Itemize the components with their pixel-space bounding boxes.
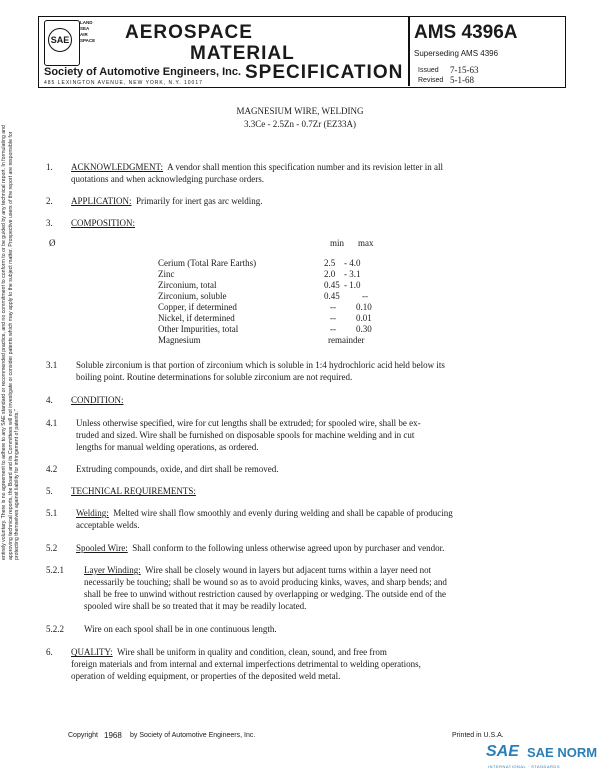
comp-max: remainder (328, 335, 365, 345)
section-heading: Layer Winding: (84, 565, 141, 575)
section-heading: ACKNOWLEDGMENT: (71, 162, 164, 172)
revised-date: 5-1-68 (450, 75, 474, 85)
section-heading: Welding: (76, 508, 109, 518)
section-text: Unless otherwise specified, wire for cut lengths shall be extruded; for spooled wire, shall be ex- (76, 418, 421, 428)
logo-words (80, 20, 95, 44)
change-mark: Ø (49, 238, 56, 248)
superseding: Superseding AMS 4396 (414, 49, 499, 58)
section-text-part: Wire shall be uniform in quality and condition, clean, sound, and free from (117, 647, 387, 657)
section-text (71, 195, 262, 207)
section-number: 5.2.2 (46, 624, 64, 634)
comp-max: - 3.1 (344, 269, 361, 279)
section-number: 6. (46, 647, 53, 657)
section-text-part: A vendor shall mention this specification number and its revision letter in all (167, 162, 444, 172)
section-text: acceptable welds. (76, 520, 140, 530)
section-text-part: Shall conform to the following unless otherwise agreed upon by purchaser and vendor. (132, 543, 445, 553)
section-heading: CONDITION: (71, 395, 124, 405)
section-text: boiling point. Routine determinations for soluble zirconium are not required. (76, 372, 353, 382)
copyright-year: 1968 (104, 731, 122, 740)
comp-max: - 4.0 (344, 258, 361, 268)
section-number: 5.1 (46, 508, 58, 518)
section-text-part: Primarily for inert gas arc welding. (136, 196, 263, 206)
section-number: 5.2.1 (46, 565, 64, 575)
section-number: 1. (46, 162, 53, 172)
spec-number: AMS 4396A (414, 22, 518, 43)
section-number: 2. (46, 196, 53, 206)
section-number: 4.2 (46, 464, 58, 474)
comp-min: -- (330, 313, 336, 323)
comp-min: -- (330, 302, 336, 312)
comp-max: - 1.0 (344, 280, 361, 290)
section-text (71, 161, 443, 173)
section-text: shall be free to unwind without restriction caused by overlapping or wedging. The outside end of the (84, 589, 446, 599)
section-text (71, 646, 387, 658)
header-divider (408, 16, 410, 86)
comp-element: Nickel, if determined (158, 313, 235, 323)
printed-in: Printed in U.S.A. (452, 732, 504, 739)
section-number: 3. (46, 218, 53, 228)
doc-title: MAGNESIUM WIRE, WELDING (236, 106, 364, 116)
section-number: 5. (46, 486, 53, 496)
section-text-part: Wire shall be closely wound in layers but adjacent turns within a layer need not (145, 565, 432, 575)
society-name: Society of Automotive Engineers, Inc. (44, 66, 242, 78)
col-max: max (358, 238, 374, 248)
section-number: 4. (46, 395, 53, 405)
sae-logo-letters: SAE (48, 28, 72, 52)
comp-min: 2.5 (324, 258, 336, 268)
section-text: necessarily be touching; shall be wound so as to avoid producing kinks, waves, and sharp bends; and (84, 577, 447, 587)
logo-word: LAND (80, 20, 93, 25)
comp-max: 0.30 (356, 324, 372, 334)
section-number: 5.2 (46, 543, 58, 553)
society-address: 485 LEXINGTON AVENUE, NEW YORK, N.Y. 10017 (44, 80, 203, 86)
comp-max: 0.10 (356, 302, 372, 312)
section-text: foreign materials and from internal and external imperfections detrimental to welding operations, (71, 659, 421, 669)
comp-element: Cerium (Total Rare Earths) (158, 258, 257, 268)
issued-date: 7-15-63 (450, 65, 479, 75)
sae-logo (44, 20, 80, 66)
section-text (84, 564, 431, 576)
section-heading: COMPOSITION: (71, 218, 136, 228)
col-min: min (330, 238, 345, 248)
section-heading: TECHNICAL REQUIREMENTS: (71, 486, 196, 496)
watermark-sub: INTERNATIONAL · STANDARDS (488, 764, 560, 769)
comp-element: Copper, if determined (158, 302, 237, 312)
copyright-label: Copyright (68, 732, 98, 739)
comp-min: -- (330, 324, 336, 334)
comp-element: Other Impurities, total (158, 324, 239, 334)
watermark-logo: SAE (486, 743, 519, 760)
issued-label: Issued (418, 67, 439, 74)
section-text: Wire on each spool shall be in one continuous length. (84, 624, 277, 634)
comp-min: 0.45 (324, 291, 340, 301)
copyright-by: by Society of Automotive Engineers, Inc. (130, 732, 256, 739)
section-text: quotations and when acknowledging purchase orders. (71, 174, 264, 184)
title-specification: SPECIFICATION (245, 62, 404, 83)
section-text: operation of welding equipment, or properties of the deposited weld metal. (71, 671, 341, 681)
section-text: spooled wire shall be so treated that it may be readily located. (84, 601, 307, 611)
section-text-part: Melted wire shall flow smoothly and evenly during welding and shall be capable of producing (113, 508, 453, 518)
comp-min: 2.0 (324, 269, 336, 279)
section-heading: APPLICATION: (71, 196, 132, 206)
sae-disclaimer: entirely voluntary. There is no agreement to adhere to any SAE standard or recommended practice, and no commitment to conform to or be guided by any technical report. In formulating and approving technical reports, the Board and its Committees will not investigate or consider patents which may apply to the subject matter. Prospective users of the report are responsible for protecting themselves against liability for infringement of patents." (1, 125, 21, 560)
logo-word: SPACE (80, 38, 96, 43)
revised-label: Revised (418, 77, 444, 84)
comp-max: -- (362, 291, 368, 301)
section-heading: Spooled Wire: (76, 543, 128, 553)
section-heading: QUALITY: (71, 647, 113, 657)
section-number: 4.1 (46, 418, 58, 428)
section-number: 3.1 (46, 360, 58, 370)
comp-min: 0.45 (324, 280, 340, 290)
watermark-text: SAE NORM (527, 745, 598, 760)
section-text: lengths for manual welding operations, as ordered. (76, 442, 259, 452)
title-material: MATERIAL (190, 43, 295, 64)
comp-element: Zirconium, total (158, 280, 217, 290)
comp-element: Zinc (158, 269, 175, 279)
section-text: Extruding compounds, oxide, and dirt shall be removed. (76, 464, 279, 474)
logo-word: SEA (80, 26, 90, 31)
comp-max: 0.01 (356, 313, 372, 323)
comp-element: Zirconium, soluble (158, 291, 227, 301)
comp-element: Magnesium (158, 335, 201, 345)
section-text (76, 507, 453, 519)
logo-word: AIR (80, 32, 88, 37)
title-aerospace: AEROSPACE (125, 22, 253, 43)
doc-subtitle: 3.3Ce - 2.5Zn - 0.7Zr (EZ33A) (244, 119, 356, 129)
section-text (76, 542, 444, 554)
section-text: Soluble zirconium is that portion of zirconium which is soluble in 1:4 hydrochloric acid held below its (76, 360, 445, 370)
section-text: truded and sized. Wire shall be furnished on disposable spools for machine welding and in cut (76, 430, 415, 440)
